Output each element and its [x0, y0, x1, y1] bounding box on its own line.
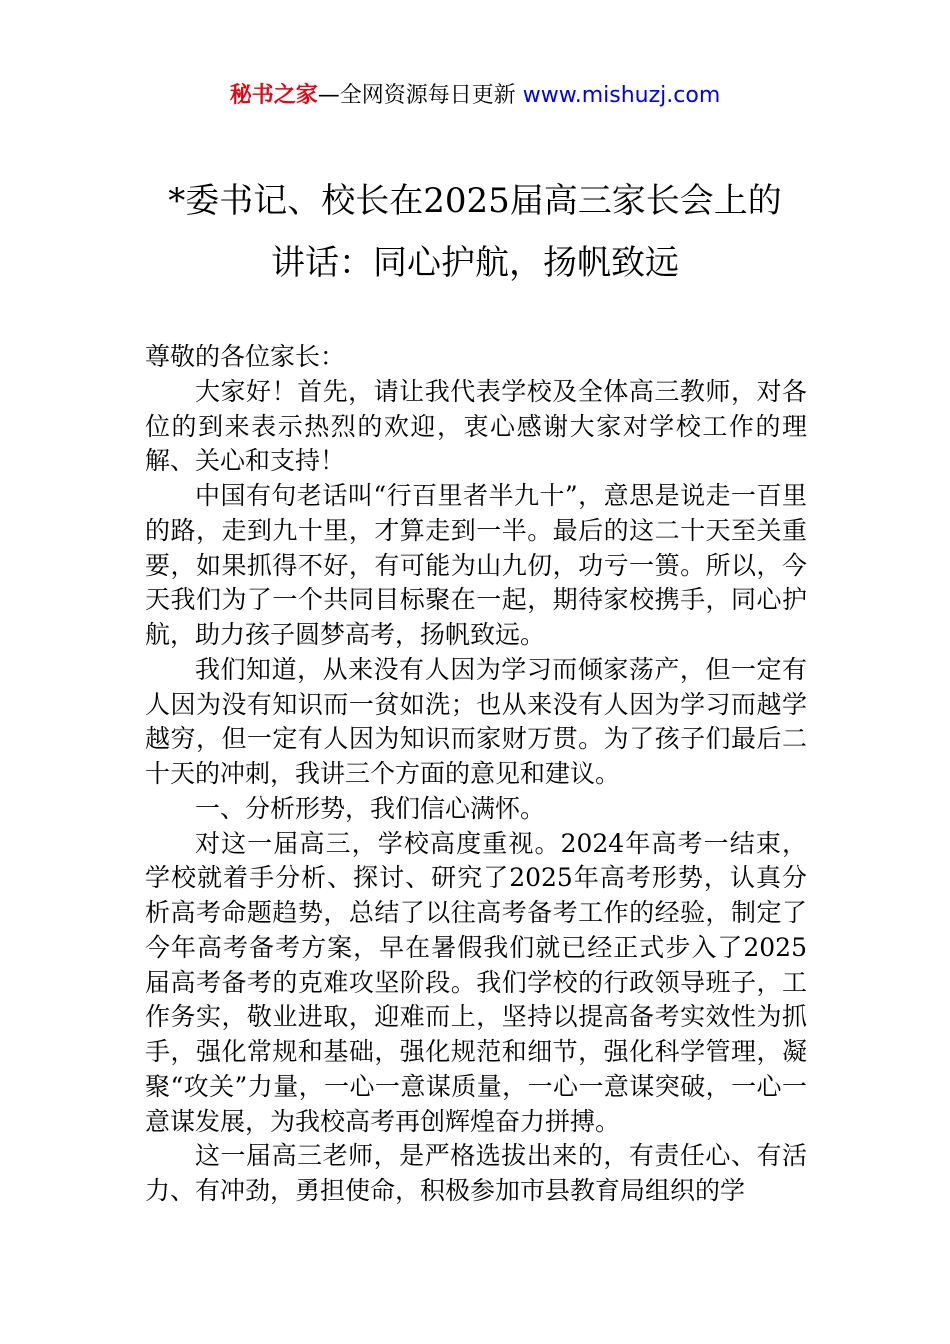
site-url-link[interactable]: www.mishuzj.com: [522, 83, 721, 108]
paragraph-knowledge: 我们知道，从来没有人因为学习而倾家荡产，但一定有人因为没有知识而一贫如洗；也从来没有人因为学习而越学越穷，但一定有人因为知识而家财万贯。为了孩子们最后二十天的冲刺，我讲三个方面的意见和建议。: [145, 654, 807, 788]
header-tagline: —全网资源每日更新: [317, 83, 516, 108]
title-line-1: *委书记、校长在2025届高三家长会上的: [168, 181, 782, 221]
paragraph-teachers: 这一届高三老师，是严格选拔出来的，有责任心、有活力、有冲劲，勇担使命，积极参加市县教育局组织的学: [145, 1141, 807, 1205]
paragraph-school-preparation: 对这一届高三，学校高度重视。2024年高考一结束，学校就着手分析、探讨、研究了2025年高考形势，认真分析高考命题趋势，总结了以往高考备考工作的经验，制定了今年高考备考方案，早在暑假我们就已经正式步入了2025届高考备考的克难攻坚阶段。我们学校的行政领导班子，工作务实，敬业进取，迎难而上，坚持以提高备考实效性为抓手，强化常规和基础，强化规范和细节，强化科学管理，凝聚“攻关”力量，一心一意谋质量，一心一意谋突破，一心一意谋发展，为我校高考再创辉煌奋力拼搏。: [145, 828, 807, 1136]
paragraph-proverb: 中国有句老话叫“行百里者半九十”，意思是说走一百里的路，走到九十里，才算走到一半。最后的这二十天至关重要，如果抓得不好，有可能为山九仞，功亏一篑。所以，今天我们为了一个共同目标聚在一起，期待家校携手，同心护航，助力孩子圆梦高考，扬帆致远。: [145, 481, 807, 649]
brand-name: 秘书之家: [229, 83, 318, 108]
document-title: [100, 170, 850, 294]
document-body: [145, 340, 807, 1209]
paragraph-greeting: 大家好！首先，请让我代表学校及全体高三教师，对各位的到来表示热烈的欢迎，衷心感谢大家对学校工作的理解、关心和支持！: [145, 376, 807, 476]
site-header: [0, 80, 950, 112]
salutation: 尊敬的各位家长：: [145, 342, 346, 371]
section-heading-1: 一、分析形势，我们信心满怀。: [195, 793, 546, 823]
title-line-2: 讲话：同心护航，扬帆致远: [271, 243, 679, 283]
